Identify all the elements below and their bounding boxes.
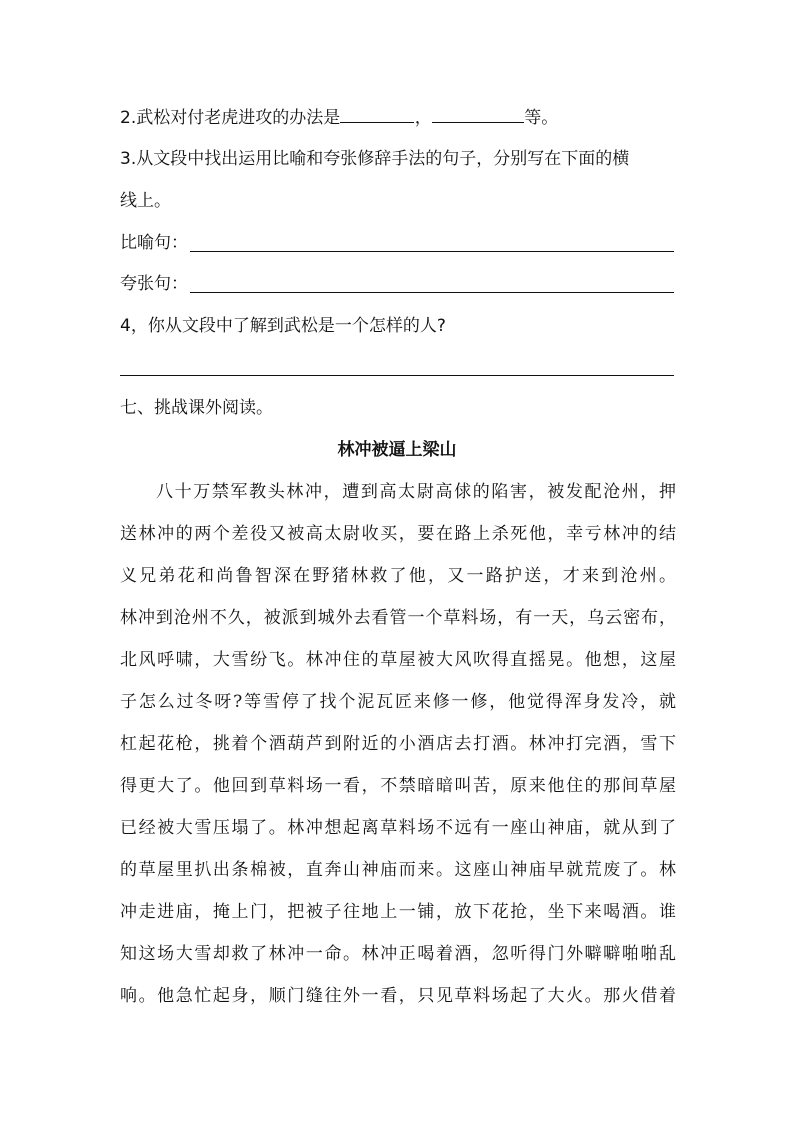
question-2 [120, 106, 558, 130]
passage-line: 冲走进庙，掩上门，把被子往地上一铺，放下花抢，坐下来喝酒。谁 [120, 902, 676, 922]
passage-line: 响。他急忙起身，顺门缝往外一看，只见草料场起了大火。那火借着 [120, 986, 676, 1006]
question-3-line-1: 3.从文段中找出运用比喻和夸张修辞手法的句子，分别写在下面的横 [120, 149, 630, 169]
passage-line: 林冲到沧州不久，被派到城外去看管一个草料场，有一天，乌云密布， [120, 608, 676, 628]
hyperbole-answer-line[interactable] [190, 292, 674, 293]
hyperbole-label: 夸张句： [120, 274, 188, 294]
question-4-answer-line[interactable] [120, 375, 674, 376]
passage-line: 送林冲的两个差役又被高太尉收买，要在路上杀死他，幸亏林冲的结 [120, 524, 676, 544]
passage-line: 已经被大雪压塌了。林冲想起离草料场不远有一座山神庙，就从到了 [120, 818, 676, 838]
passage-line: 义兄弟花和尚鲁智深在野猪林救了他，又一路护送，才来到沧州。 [120, 566, 676, 586]
passage-line: 知这场大雪却救了林冲一命。林冲正喝着酒，忽听得门外噼噼啪啪乱 [120, 944, 676, 964]
passage-line: 杠起花枪，挑着个酒葫芦到附近的小酒店去打酒。林冲打完酒，雪下 [120, 734, 676, 754]
passage-line: 的草屋里扒出条棉被，直奔山神庙而来。这座山神庙早就荒废了。林 [120, 860, 676, 880]
question-3-line-2: 线上。 [120, 191, 171, 211]
answer-blank-2[interactable] [432, 106, 524, 123]
question-4: 4，你从文段中了解到武松是一个怎样的人? [120, 316, 446, 336]
question-2-text: 2.武松对付老虎进攻的办法是 [120, 108, 341, 128]
simile-answer-line[interactable] [190, 251, 674, 252]
simile-label: 比喻句： [120, 233, 188, 253]
passage-title: 林冲被逼上梁山 [337, 440, 457, 460]
passage-line: 八十万禁军教头林冲，遭到高太尉高俅的陷害，被发配沧州，押 [156, 482, 676, 502]
passage-line: 得更大了。他回到草料场一看，不禁暗暗叫苦，原来他住的那间草屋 [120, 776, 676, 796]
section-heading: 七、挑战课外阅读。 [120, 398, 273, 418]
answer-blank-1[interactable] [340, 106, 414, 123]
question-2-separator: ， [414, 108, 432, 128]
passage-line: 北风呼啸，大雪纷飞。林冲住的草屋被大风吹得直摇晃。他想，这屋 [120, 650, 676, 670]
passage-line: 子怎么过冬呀?等雪停了找个泥瓦匠来修一修，他觉得浑身发冷，就 [120, 692, 676, 712]
question-2-end: 等。 [524, 108, 559, 128]
